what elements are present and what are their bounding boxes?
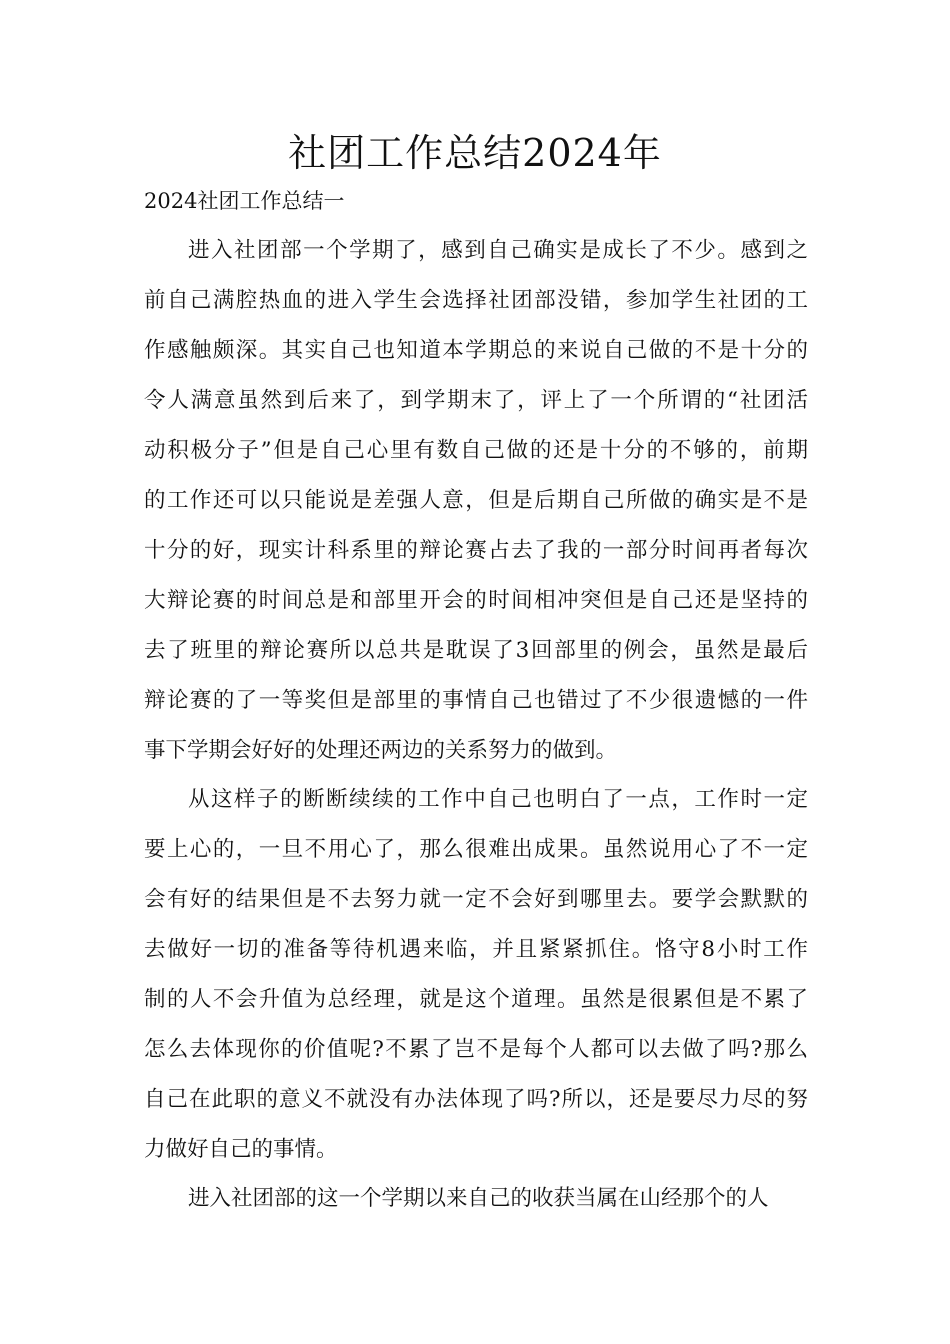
paragraph-line: 令人满意虽然到后来了，到学期末了，评上了一个所谓的“社团活 xyxy=(144,388,808,413)
document-title: 社团工作总结2024年 xyxy=(288,131,662,175)
paragraph-line: 自己在此职的意义不就没有办法体现了吗?所以，还是要尽力尽的努 xyxy=(144,1087,808,1112)
paragraph-line: 进入社团部的这一个学期以来自己的收获当属在山经那个的人 xyxy=(188,1186,769,1211)
section-heading: 2024社团工作总结一 xyxy=(144,189,345,213)
paragraph-2 xyxy=(144,775,808,1175)
paragraph-line: 作感触颇深。其实自己也知道本学期总的来说自己做的不是十分的 xyxy=(144,338,808,363)
paragraph-line: 的工作还可以只能说是差强人意，但是后期自己所做的确实是不是 xyxy=(144,488,808,513)
paragraph-line: 从这样子的断断续续的工作中自己也明白了一点，工作时一定 xyxy=(188,787,808,812)
paragraph-1 xyxy=(144,226,808,776)
paragraph-line: 辩论赛的了一等奖但是部里的事情自己也错过了不少很遗憾的一件 xyxy=(144,688,808,713)
paragraph-line: 去了班里的辩论赛所以总共是耽误了3回部里的例会，虽然是最后 xyxy=(144,638,808,663)
paragraph-line: 去做好一切的准备等待机遇来临，并且紧紧抓住。恪守8小时工作 xyxy=(144,937,808,962)
paragraph-line: 动积极分子”但是自己心里有数自己做的还是十分的不够的，前期 xyxy=(144,438,808,463)
paragraph-line: 怎么去体现你的价值呢?不累了岂不是每个人都可以去做了吗?那么 xyxy=(144,1037,808,1062)
paragraph-line: 会有好的结果但是不去努力就一定不会好到哪里去。要学会默默的 xyxy=(144,887,808,912)
paragraph-line: 要上心的，一旦不用心了，那么很难出成果。虽然说用心了不一定 xyxy=(144,837,808,862)
paragraph-line: 力做好自己的事情。 xyxy=(144,1137,338,1162)
paragraph-3 xyxy=(144,1174,808,1224)
paragraph-line: 进入社团部一个学期了，感到自己确实是成长了不少。感到之 xyxy=(188,238,808,263)
paragraph-line: 制的人不会升值为总经理，就是这个道理。虽然是很累但是不累了 xyxy=(144,987,808,1012)
paragraph-line: 前自己满腔热血的进入学生会选择社团部没错，参加学生社团的工 xyxy=(144,288,808,313)
paragraph-line: 大辩论赛的时间总是和部里开会的时间相冲突但是自己还是坚持的 xyxy=(144,588,808,613)
paragraph-line: 事下学期会好好的处理还两边的关系努力的做到。 xyxy=(144,738,618,763)
paragraph-line: 十分的好，现实计科系里的辩论赛占去了我的一部分时间再者每次 xyxy=(144,538,808,563)
